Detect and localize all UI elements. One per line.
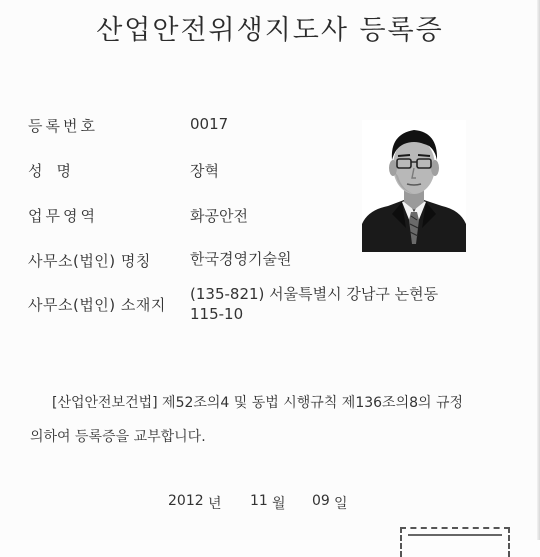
document-title: 산업안전위생지도사 등록증	[96, 15, 444, 46]
office-name-label: 사무소(법인) 명칭	[28, 252, 151, 270]
issue-year-unit: 년	[208, 496, 222, 512]
issuance-statement	[0, 386, 540, 454]
issue-year: 2012	[168, 493, 204, 509]
issue-month: 11	[250, 493, 268, 509]
statement-line1: [산업안전보건법] 제52조의4 및 동법 시행규칙 제136조의8의 규정	[52, 395, 464, 411]
business-area-label: 업무영역	[28, 207, 98, 225]
official-stamp-icon	[400, 527, 510, 557]
stamp-inner-border	[408, 534, 502, 546]
office-address-line1: (135-821) 서울특별시 강남구 논현동	[190, 285, 439, 303]
issue-day-unit: 일	[334, 496, 348, 512]
name-value: 장혁	[190, 162, 219, 180]
office-name-value: 한국경영기술원	[190, 250, 292, 268]
registration-number-label: 등록번호	[28, 117, 98, 135]
business-area-value: 화공안전	[190, 207, 248, 225]
issue-month-unit: 월	[272, 496, 286, 512]
registration-number-value: 0017	[190, 115, 229, 133]
statement-line2: 의하여 등록증을 교부합니다.	[30, 429, 206, 445]
office-address-line2: 115-10	[190, 305, 244, 323]
office-address-label: 사무소(법인) 소재지	[28, 296, 166, 314]
office-address-value	[190, 284, 438, 324]
name-label: 성명	[28, 162, 85, 180]
issue-day: 09	[312, 493, 330, 509]
id-photo-portrait-icon	[362, 120, 466, 252]
